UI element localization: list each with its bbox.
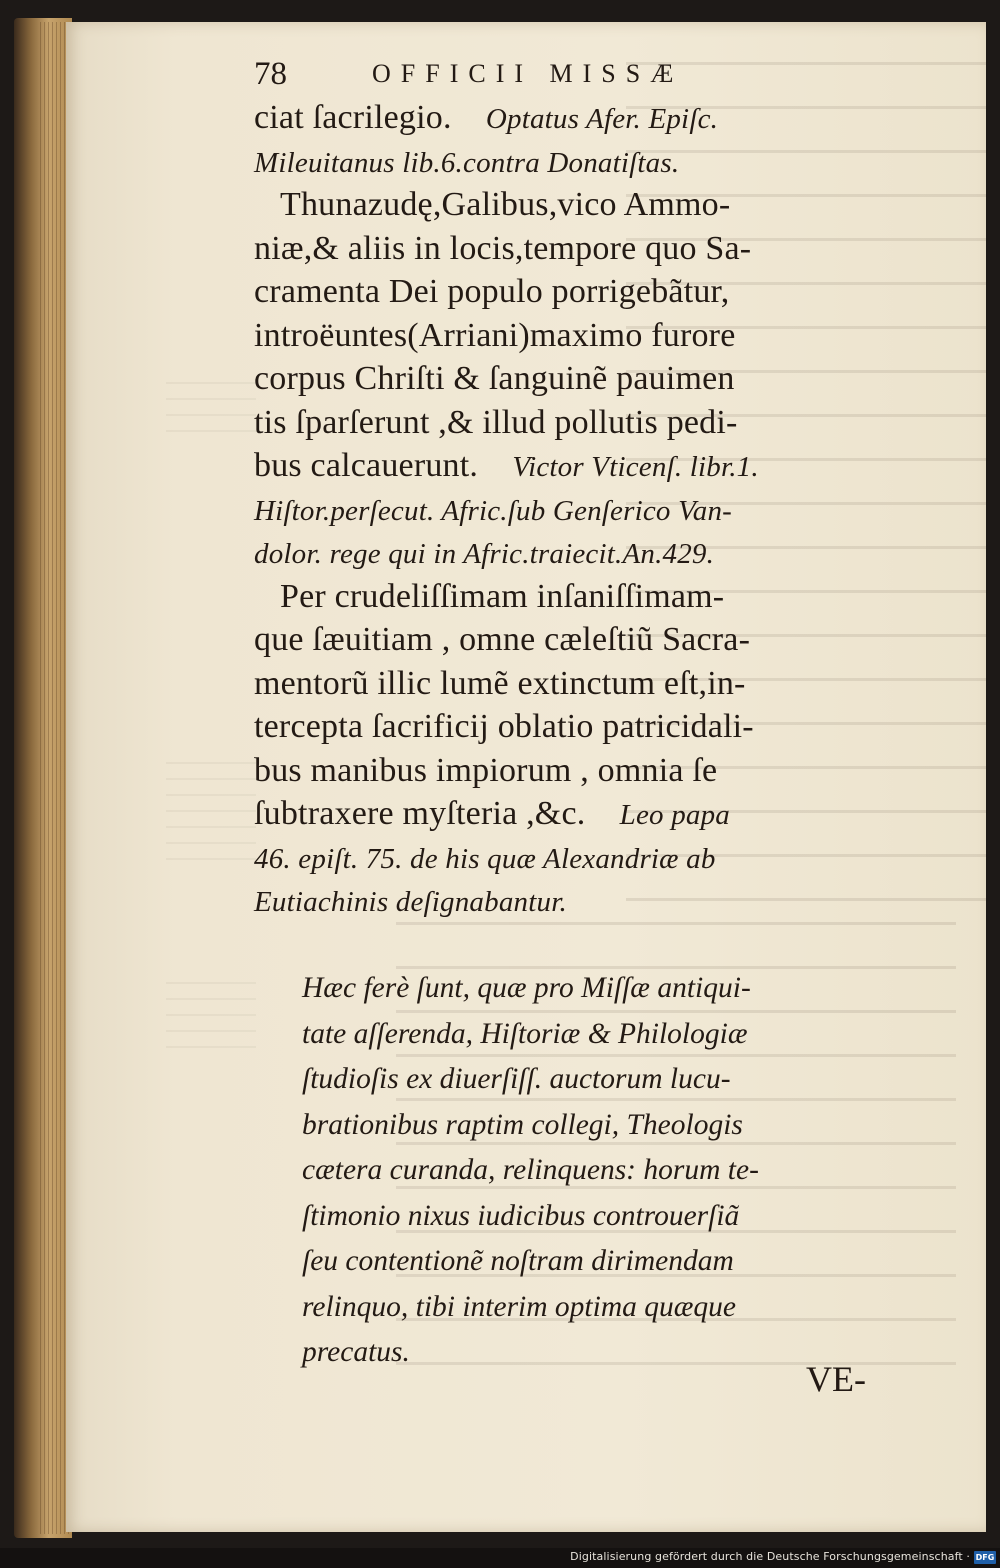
citation-italic: Leo papa bbox=[619, 799, 730, 831]
conclusion-line: cætera curanda, relinquens: horum te- bbox=[302, 1154, 759, 1186]
conclusion-line: brationibus raptim collegi, Theologis bbox=[302, 1108, 743, 1141]
line-roman: corpus Chriſti & ſanguinẽ pauimen bbox=[254, 360, 735, 397]
digitization-credit: Digitalisierung gefördert durch die Deutsche Forschungsgemeinschaft · bbox=[570, 1550, 970, 1563]
citation-italic: Eutiachinis deſignabantur. bbox=[254, 886, 567, 918]
text-line bbox=[254, 140, 874, 184]
conclusion-line: ſtudioſis ex diuerſiſſ. auctorum lucu- bbox=[302, 1063, 731, 1095]
conclusion-line: relinquo, tibi interim optima quæque bbox=[302, 1290, 737, 1323]
text-line bbox=[254, 575, 874, 619]
text-line bbox=[254, 618, 874, 662]
line-roman: bus calcauerunt. bbox=[254, 447, 479, 484]
line-roman: ſubtraxere myſteria ,&c. bbox=[254, 795, 586, 832]
page-number: 78 bbox=[254, 56, 287, 92]
citation-italic: 46. epiſt. 75. de his quæ Alexandriæ ab bbox=[254, 842, 716, 875]
header-title: OFFICII MISSÆ bbox=[372, 59, 684, 88]
text-line bbox=[254, 879, 874, 923]
dfg-logo: DFG bbox=[975, 1553, 995, 1562]
main-text-block bbox=[254, 52, 874, 923]
text-line bbox=[254, 792, 874, 836]
text-line bbox=[254, 488, 874, 532]
text-line bbox=[254, 227, 874, 271]
text-line bbox=[254, 183, 874, 227]
text-line bbox=[254, 749, 874, 793]
text-line bbox=[254, 705, 874, 749]
text-line bbox=[254, 531, 874, 575]
citation-italic: Optatus Afer. Epiſc. bbox=[485, 103, 719, 135]
conclusion-line: ſtimonio nixus iudicibus controuerſiã bbox=[302, 1199, 740, 1232]
line-roman: ciat ſacrilegio. bbox=[254, 99, 452, 136]
line-roman: Thunazudę,Galibus,vico Ammo- bbox=[280, 186, 731, 223]
concluding-paragraph bbox=[302, 966, 882, 1376]
line-roman: tercepta ſacrificij oblatio patricidali- bbox=[254, 708, 754, 745]
text-line bbox=[254, 314, 874, 358]
catchword: VE- bbox=[806, 1359, 866, 1399]
text-line bbox=[254, 270, 874, 314]
text-line bbox=[254, 662, 874, 706]
running-head bbox=[254, 52, 874, 96]
conclusion-line: tate aſſerenda, Hiſtoriæ & Philologiæ bbox=[302, 1017, 748, 1050]
text-line bbox=[254, 401, 874, 445]
line-roman: niæ,& aliis in locis,tempore quo Sa- bbox=[254, 229, 752, 267]
conclusion-line: ſeu contentionẽ noſtram dirimendam bbox=[302, 1245, 734, 1277]
conclusion-line: Hæc ferè ſunt, quæ pro Miſſæ antiqui- bbox=[302, 972, 751, 1004]
citation-italic: Hiſtor.perſecut. Afric.ſub Genſerico Van- bbox=[254, 494, 733, 527]
line-roman: bus manibus impiorum , omnia ſe bbox=[254, 751, 718, 789]
line-roman: Per crudeliſſimam inſaniſſimam- bbox=[280, 577, 725, 615]
conclusion-line: precatus. bbox=[302, 1336, 410, 1368]
text-line bbox=[254, 836, 874, 880]
citation-italic: dolor. rege qui in Afric.traiecit.An.429. bbox=[254, 538, 715, 570]
text-line bbox=[254, 444, 874, 488]
text-line bbox=[254, 357, 874, 401]
line-roman: cramenta Dei populo porrigebãtur, bbox=[254, 273, 730, 310]
line-roman: que ſæuitiam , omne cæleſtiũ Sacra- bbox=[254, 621, 751, 658]
line-roman: mentorũ illic lumẽ extinctum eſt,in- bbox=[254, 664, 746, 702]
citation-italic: Victor Vticenſ. libr.1. bbox=[512, 451, 759, 483]
text-line bbox=[254, 96, 874, 140]
citation-italic: Mileuitanus lib.6.contra Donatiſtas. bbox=[254, 146, 680, 179]
line-roman: introëuntes(Arriani)maximo furore bbox=[254, 316, 736, 354]
body-text bbox=[254, 96, 874, 923]
line-roman: tis ſparſerunt ,& illud pollutis pedi- bbox=[254, 403, 738, 441]
